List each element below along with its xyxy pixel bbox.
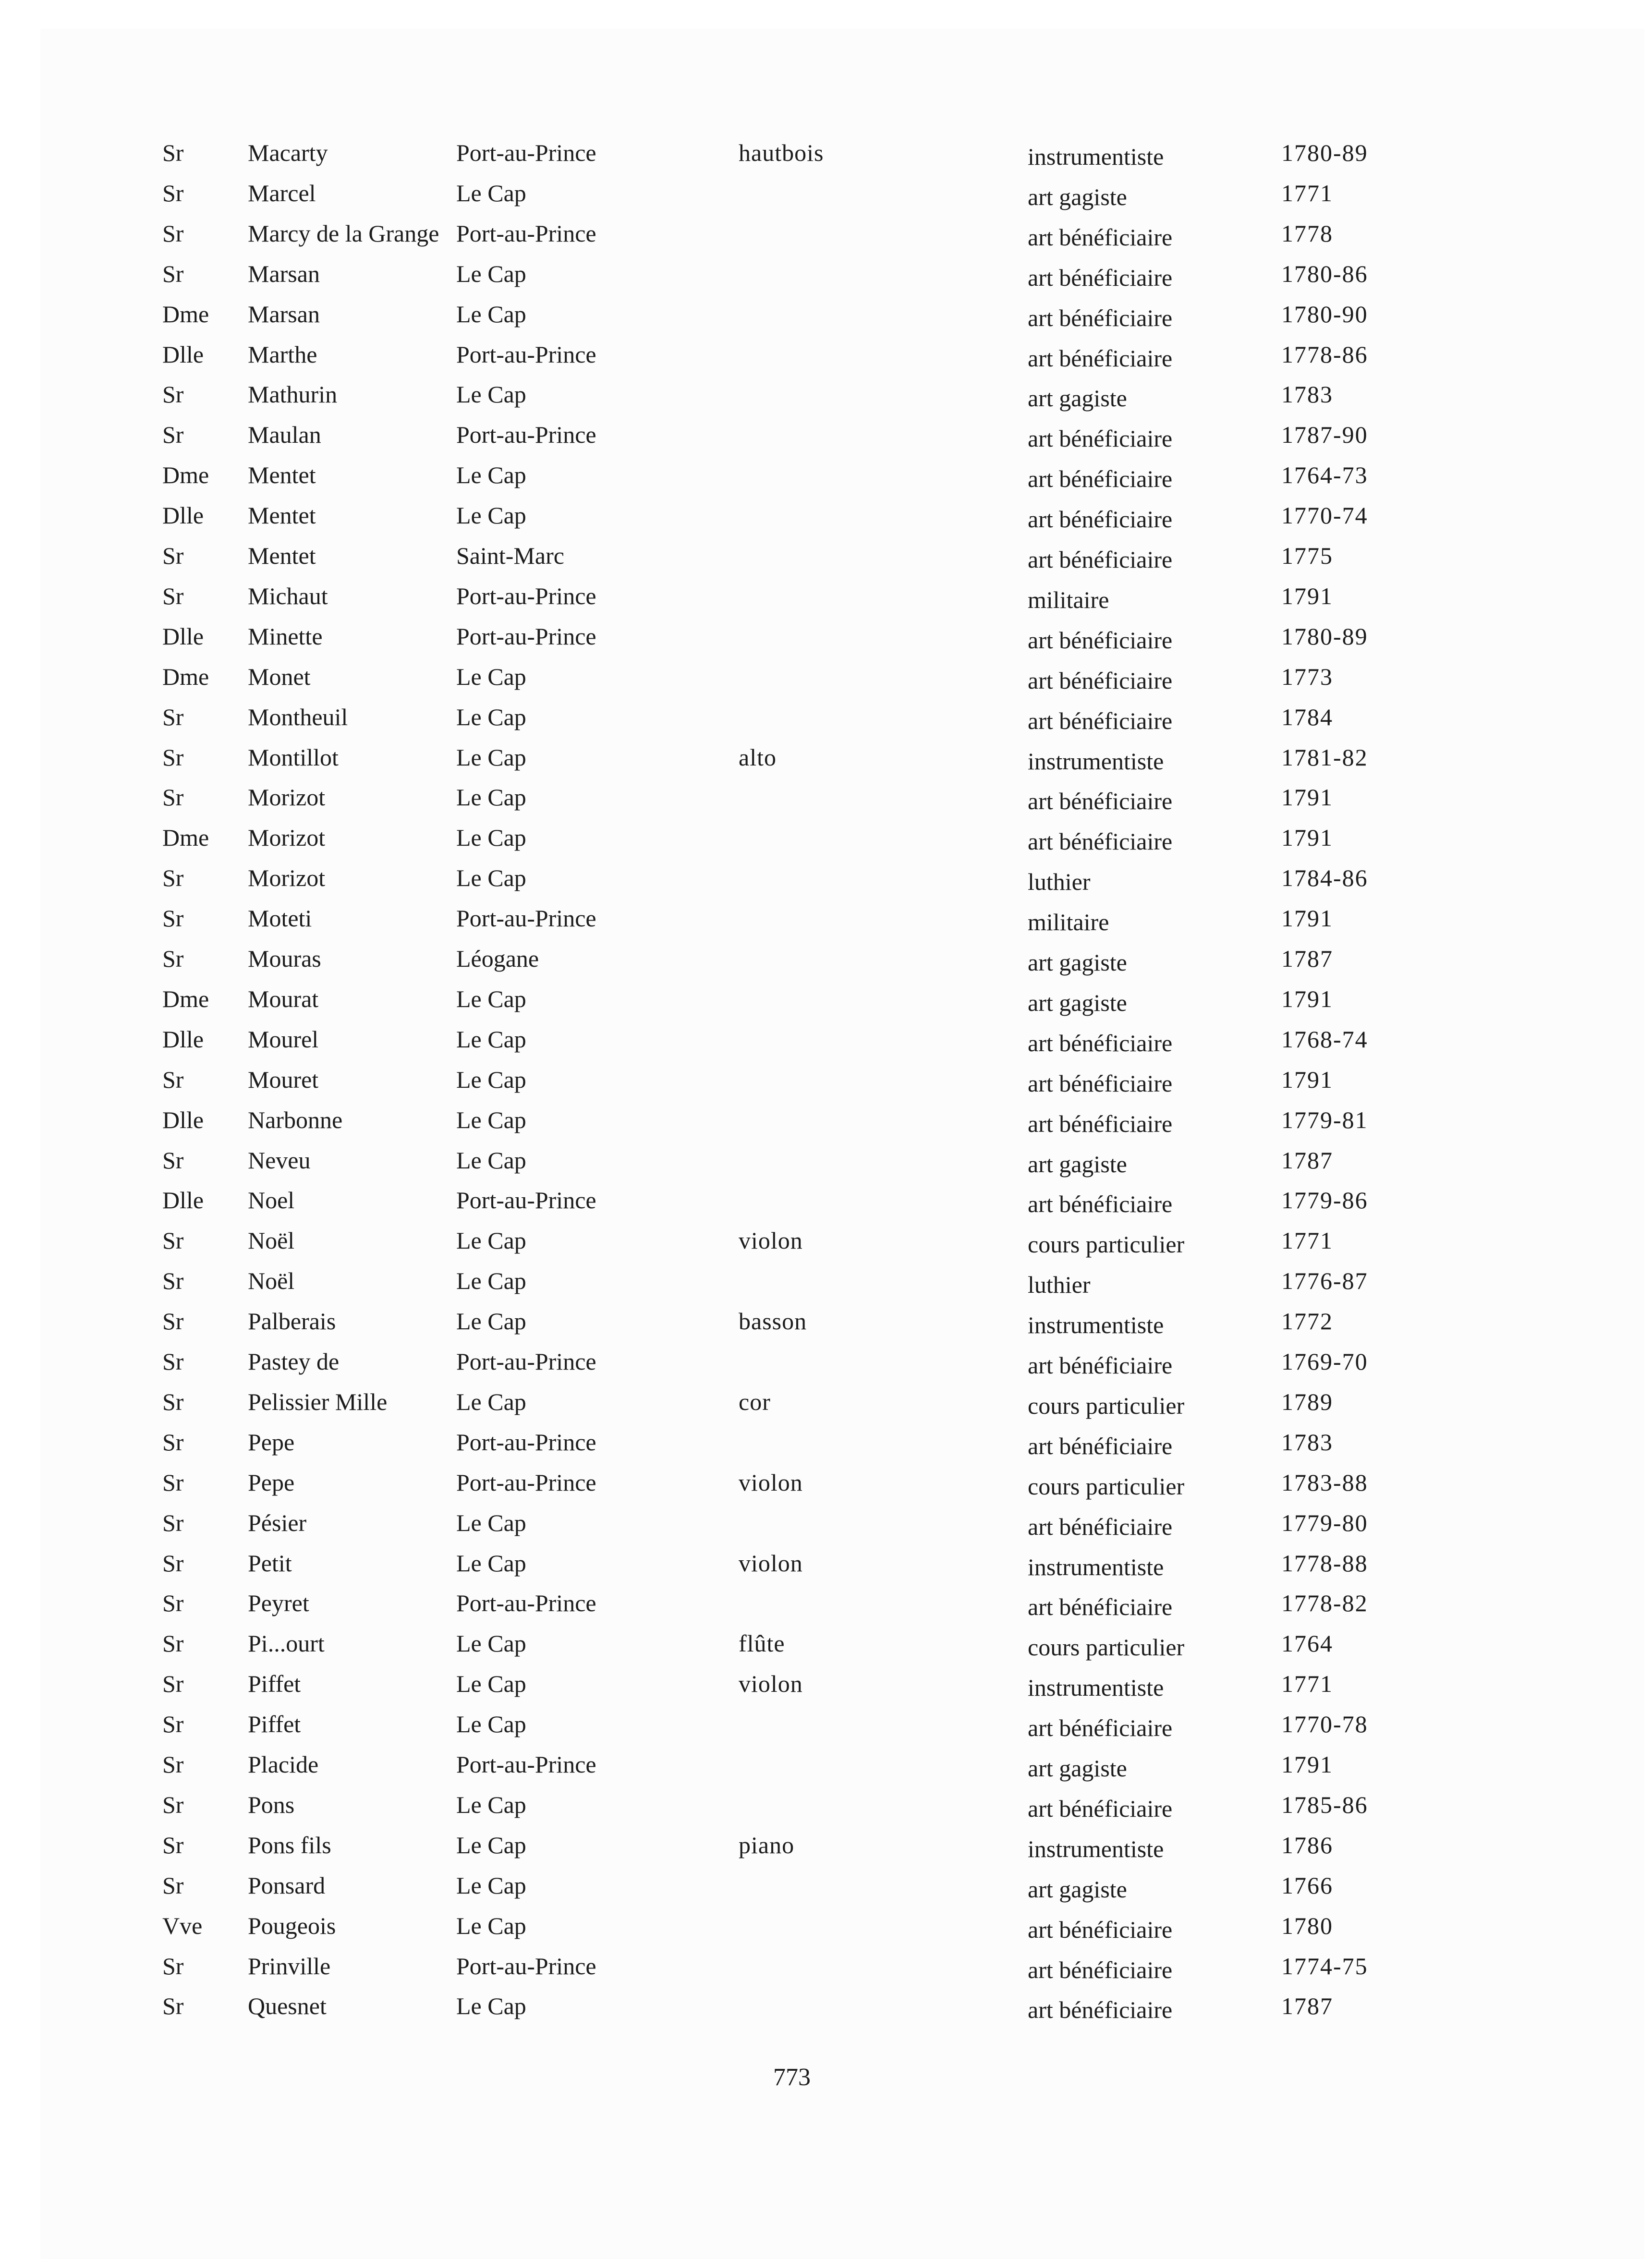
table-row [0,1105,1652,1144]
entry-years: 1791 [1281,985,1333,1012]
entry-title: Sr [162,1831,184,1858]
entry-years: 1778-86 [1281,340,1368,368]
entry-years: 1770-78 [1281,1711,1368,1738]
table-row [0,1387,1652,1426]
entry-place: Le Cap [456,824,526,851]
entry-title: Dlle [162,1187,204,1214]
entry-role: art gagiste [1028,1150,1127,1178]
table-row [0,1468,1652,1506]
entry-role: art bénéficiaire [1028,1593,1173,1621]
entry-title: Sr [162,1308,184,1335]
entry-place: Port-au-Prince [456,1952,596,1980]
entry-years: 1771 [1281,1670,1333,1698]
entry-name: Pelissier Mille [248,1388,388,1415]
entry-years: 1778 [1281,219,1333,247]
entry-place: Le Cap [456,1227,526,1254]
table-row [0,622,1652,660]
entry-role: art bénéficiaire [1028,425,1173,452]
entry-name: Montillot [248,743,339,771]
entry-title: Dlle [162,340,204,368]
entry-name: Pougeois [248,1912,336,1939]
entry-place: Port-au-Prince [456,139,596,166]
table-row [0,863,1652,902]
entry-name: Marsan [248,260,320,287]
entry-place: Port-au-Prince [456,1428,596,1456]
entry-years: 1789 [1281,1388,1333,1415]
entry-role: art bénéficiaire [1028,546,1173,573]
entry-years: 1769-70 [1281,1348,1368,1375]
entry-title: Sr [162,1711,184,1738]
entry-title: Dlle [162,502,204,529]
entry-name: Petit [248,1549,292,1577]
table-row [0,1266,1652,1305]
entry-name: Pepe [248,1469,295,1496]
entry-years: 1776-87 [1281,1267,1368,1295]
entry-title: Dlle [162,1106,204,1133]
entry-years: 1787-90 [1281,421,1368,449]
entry-name: Noël [248,1267,295,1295]
entry-title: Sr [162,219,184,247]
entry-years: 1787 [1281,1992,1333,2020]
entry-title: Sr [162,1751,184,1778]
entry-title: Sr [162,1146,184,1174]
table-row [0,179,1652,217]
entry-name: Mathurin [248,381,338,408]
entry-years: 1774-75 [1281,1952,1368,1980]
entry-title: Sr [162,945,184,972]
entry-place: Le Cap [456,1791,526,1818]
entry-role: art bénéficiaire [1028,1352,1173,1379]
entry-title: Dme [162,985,209,1012]
table-row [0,1629,1652,1667]
entry-title: Sr [162,582,184,609]
entry-name: Pons [248,1791,295,1818]
entry-role: art gagiste [1028,949,1127,976]
entry-place: Le Cap [456,502,526,529]
table-row [0,259,1652,298]
entry-place: Le Cap [456,1711,526,1738]
entry-years: 1779-86 [1281,1187,1368,1214]
entry-place: Port-au-Prince [456,1469,596,1496]
table-row [0,461,1652,499]
entry-place: Léogane [456,945,539,972]
entry-role: instrumentiste [1028,1312,1164,1339]
entry-place: Le Cap [456,703,526,730]
entry-role: art bénéficiaire [1028,264,1173,291]
entry-name: Pésier [248,1509,307,1536]
entry-name: Mouret [248,1066,319,1093]
entry-role: art bénéficiaire [1028,1513,1173,1540]
entry-title: Sr [162,1670,184,1698]
entry-name: Mentet [248,462,316,489]
entry-title: Sr [162,421,184,449]
entry-title: Sr [162,1791,184,1818]
entry-instrument: hautbois [739,139,824,166]
entry-place: Le Cap [456,179,526,206]
page-number: 773 [773,2064,811,2091]
entry-years: 1779-80 [1281,1509,1368,1536]
entry-years: 1778-88 [1281,1549,1368,1577]
entry-place: Le Cap [456,985,526,1012]
entry-role: luthier [1028,1271,1091,1299]
entry-name: Peyret [248,1590,309,1617]
entry-years: 1768-74 [1281,1025,1368,1053]
entry-place: Saint-Marc [456,542,564,569]
entry-name: Piffet [248,1711,301,1738]
entry-name: Morizot [248,864,326,892]
entry-place: Port-au-Prince [456,1348,596,1375]
entry-title: Sr [162,1348,184,1375]
entry-place: Port-au-Prince [456,1590,596,1617]
entry-title: Sr [162,743,184,771]
entry-title: Sr [162,1066,184,1093]
entry-role: instrumentiste [1028,1674,1164,1701]
entry-role: art bénéficiaire [1028,1956,1173,1983]
entry-role: art bénéficiaire [1028,1029,1173,1057]
entry-place: Le Cap [456,1912,526,1939]
entry-place: Le Cap [456,1267,526,1295]
entry-place: Le Cap [456,1549,526,1577]
entry-name: Michaut [248,582,328,609]
entry-place: Le Cap [456,784,526,811]
table-row [0,1750,1652,1788]
entry-role: art bénéficiaire [1028,223,1173,251]
entry-years: 1764 [1281,1630,1333,1657]
entry-place: Le Cap [456,462,526,489]
table-row [0,1831,1652,1869]
entry-role: art bénéficiaire [1028,667,1173,694]
entry-name: Montheuil [248,703,348,730]
entry-role: art bénéficiaire [1028,1110,1173,1137]
entry-instrument: violon [739,1469,803,1496]
entry-place: Le Cap [456,864,526,892]
entry-place: Le Cap [456,260,526,287]
entry-name: Ponsard [248,1871,326,1899]
entry-years: 1791 [1281,1751,1333,1778]
entry-instrument: cor [739,1388,771,1415]
entry-name: Mentet [248,502,316,529]
entry-place: Le Cap [456,300,526,328]
entry-years: 1779-81 [1281,1106,1368,1133]
entry-role: art bénéficiaire [1028,788,1173,815]
entry-name: Pepe [248,1428,295,1456]
entry-name: Monet [248,663,311,690]
entry-role: instrumentiste [1028,143,1164,170]
entry-years: 1764-73 [1281,462,1368,489]
table-row [0,783,1652,821]
entry-name: Pi...ourt [248,1630,325,1657]
table-row [0,904,1652,942]
entry-role: art bénéficiaire [1028,1916,1173,1943]
entry-place: Port-au-Prince [456,582,596,609]
entry-place: Le Cap [456,1630,526,1657]
entry-role: art bénéficiaire [1028,1714,1173,1742]
entry-place: Le Cap [456,1509,526,1536]
entry-place: Le Cap [456,1025,526,1053]
entry-role: art gagiste [1028,183,1127,210]
entry-name: Pons fils [248,1831,331,1858]
entry-role: art gagiste [1028,1755,1127,1782]
entry-name: Neveu [248,1146,311,1174]
entry-title: Sr [162,1509,184,1536]
entry-title: Sr [162,784,184,811]
entry-instrument: alto [739,743,777,771]
entry-name: Mourel [248,1025,319,1053]
entry-years: 1773 [1281,663,1333,690]
entry-title: Sr [162,1227,184,1254]
entry-years: 1780-86 [1281,260,1368,287]
entry-title: Sr [162,1952,184,1980]
entry-role: art gagiste [1028,1875,1127,1903]
entry-title: Sr [162,905,184,932]
entry-title: Dme [162,300,209,328]
entry-years: 1780-90 [1281,300,1368,328]
entry-place: Port-au-Prince [456,1187,596,1214]
entry-role: cours particulier [1028,1634,1185,1661]
entry-place: Le Cap [456,1831,526,1858]
entry-role: art bénéficiaire [1028,1069,1173,1097]
entry-years: 1791 [1281,582,1333,609]
entry-name: Morizot [248,784,326,811]
table-row [0,703,1652,741]
entry-place: Le Cap [456,1871,526,1899]
entry-role: cours particulier [1028,1231,1185,1258]
entry-title: Dlle [162,1025,204,1053]
entry-title: Dme [162,663,209,690]
entry-name: Marcel [248,179,316,206]
entry-title: Sr [162,139,184,166]
entry-years: 1781-82 [1281,743,1368,771]
entry-name: Minette [248,622,323,650]
entry-place: Port-au-Prince [456,905,596,932]
entry-years: 1784-86 [1281,864,1368,892]
entry-name: Macarty [248,139,328,166]
entry-title: Vve [162,1912,203,1939]
entry-instrument: violon [739,1227,803,1254]
entry-years: 1775 [1281,542,1333,569]
entry-years: 1772 [1281,1308,1333,1335]
table-row [0,1226,1652,1264]
entry-title: Sr [162,542,184,569]
entry-place: Port-au-Prince [456,622,596,650]
entry-name: Narbonne [248,1106,343,1133]
table-row [0,944,1652,983]
entry-place: Le Cap [456,1106,526,1133]
table-row [0,1992,1652,2030]
entry-years: 1778-82 [1281,1590,1368,1617]
entry-name: Noel [248,1187,295,1214]
table-row [0,1669,1652,1708]
entry-instrument: violon [739,1549,803,1577]
entry-years: 1783 [1281,381,1333,408]
entry-years: 1780-89 [1281,622,1368,650]
entry-role: luthier [1028,868,1091,896]
table-row [0,1186,1652,1224]
entry-role: cours particulier [1028,1392,1185,1419]
entry-years: 1780 [1281,1912,1333,1939]
entry-title: Sr [162,1469,184,1496]
entry-role: art bénéficiaire [1028,465,1173,493]
entry-role: art bénéficiaire [1028,828,1173,855]
entry-role: instrumentiste [1028,747,1164,775]
entry-place: Port-au-Prince [456,340,596,368]
entry-place: Le Cap [456,1308,526,1335]
table-row [0,541,1652,580]
entry-years: 1787 [1281,945,1333,972]
entry-role: art bénéficiaire [1028,506,1173,533]
entry-role: art gagiste [1028,989,1127,1016]
entry-place: Le Cap [456,663,526,690]
entry-years: 1791 [1281,824,1333,851]
entry-place: Le Cap [456,1388,526,1415]
table-row [0,1549,1652,1587]
entry-title: Dme [162,462,209,489]
entry-title: Sr [162,703,184,730]
table-row [0,1589,1652,1627]
entry-place: Le Cap [456,1066,526,1093]
entry-title: Dlle [162,622,204,650]
entry-title: Sr [162,1590,184,1617]
entry-title: Sr [162,1549,184,1577]
entry-role: art bénéficiaire [1028,707,1173,734]
entry-role: militaire [1028,586,1109,613]
entry-role: art bénéficiaire [1028,1432,1173,1459]
entry-role: militaire [1028,909,1109,936]
table-row [0,1428,1652,1466]
entry-name: Mentet [248,542,316,569]
entry-place: Port-au-Prince [456,421,596,449]
entry-title: Sr [162,179,184,206]
entry-role: art bénéficiaire [1028,626,1173,654]
entry-years: 1783 [1281,1428,1333,1456]
table-row [0,743,1652,781]
table-row [0,1871,1652,1909]
entry-years: 1791 [1281,1066,1333,1093]
entry-name: Marsan [248,300,320,328]
table-row [0,300,1652,338]
entry-name: Maulan [248,421,321,449]
table-row [0,984,1652,1023]
entry-years: 1766 [1281,1871,1333,1899]
entry-place: Port-au-Prince [456,1751,596,1778]
table-row [0,420,1652,459]
entry-name: Palberais [248,1308,336,1335]
entry-name: Moteti [248,905,312,932]
entry-role: art bénéficiaire [1028,1795,1173,1822]
entry-place: Le Cap [456,1992,526,2020]
entry-years: 1784 [1281,703,1333,730]
table-row [0,823,1652,862]
entry-name: Quesnet [248,1992,327,2020]
table-row [0,219,1652,257]
entry-place: Le Cap [456,743,526,771]
table-row [0,1790,1652,1829]
entry-title: Sr [162,1388,184,1415]
table-row [0,340,1652,378]
entry-name: Marcy de la Grange [248,219,439,247]
entry-role: cours particulier [1028,1472,1185,1500]
entry-title: Sr [162,1630,184,1657]
entry-years: 1771 [1281,1227,1333,1254]
entry-name: Mouras [248,945,321,972]
table-row [0,1146,1652,1184]
entry-instrument: flûte [739,1630,785,1657]
table-row [0,1911,1652,1950]
table-row [0,582,1652,620]
entry-title: Sr [162,1267,184,1295]
entry-name: Morizot [248,824,326,851]
entry-role: art bénéficiaire [1028,344,1173,372]
entry-role: art bénéficiaire [1028,1190,1173,1218]
entry-years: 1791 [1281,784,1333,811]
entry-place: Le Cap [456,1670,526,1698]
entry-name: Noël [248,1227,295,1254]
table-row [0,1710,1652,1748]
entry-instrument: piano [739,1831,795,1858]
entry-years: 1785-86 [1281,1791,1368,1818]
entry-name: Prinville [248,1952,331,1980]
entry-instrument: violon [739,1670,803,1698]
table-row [0,1508,1652,1547]
entry-role: instrumentiste [1028,1553,1164,1580]
entry-name: Piffet [248,1670,301,1698]
table-row [0,1347,1652,1385]
entry-title: Sr [162,381,184,408]
table-row [0,380,1652,418]
entry-role: art bénéficiaire [1028,304,1173,331]
table-row [0,1025,1652,1063]
entry-years: 1780-89 [1281,139,1368,166]
table-row [0,662,1652,701]
entry-years: 1771 [1281,179,1333,206]
entry-years: 1783-88 [1281,1469,1368,1496]
entry-title: Sr [162,1871,184,1899]
entry-place: Le Cap [456,381,526,408]
entry-name: Placide [248,1751,319,1778]
entry-title: Sr [162,864,184,892]
table-row [0,501,1652,539]
entry-title: Dme [162,824,209,851]
entry-instrument: basson [739,1308,807,1335]
entry-name: Pastey de [248,1348,340,1375]
entry-place: Port-au-Prince [456,219,596,247]
table-row [0,1065,1652,1104]
entry-place: Le Cap [456,1146,526,1174]
entry-role: art bénéficiaire [1028,1996,1173,2024]
entry-title: Sr [162,260,184,287]
table-row [0,1307,1652,1345]
table-row [0,138,1652,177]
entry-role: instrumentiste [1028,1835,1164,1862]
entry-name: Marthe [248,340,317,368]
entry-role: art gagiste [1028,385,1127,412]
entry-years: 1786 [1281,1831,1333,1858]
entry-title: Sr [162,1992,184,2020]
table-row [0,1952,1652,1990]
entry-years: 1787 [1281,1146,1333,1174]
entry-years: 1770-74 [1281,502,1368,529]
entry-years: 1791 [1281,905,1333,932]
entry-name: Mourat [248,985,319,1012]
entry-title: Sr [162,1428,184,1456]
